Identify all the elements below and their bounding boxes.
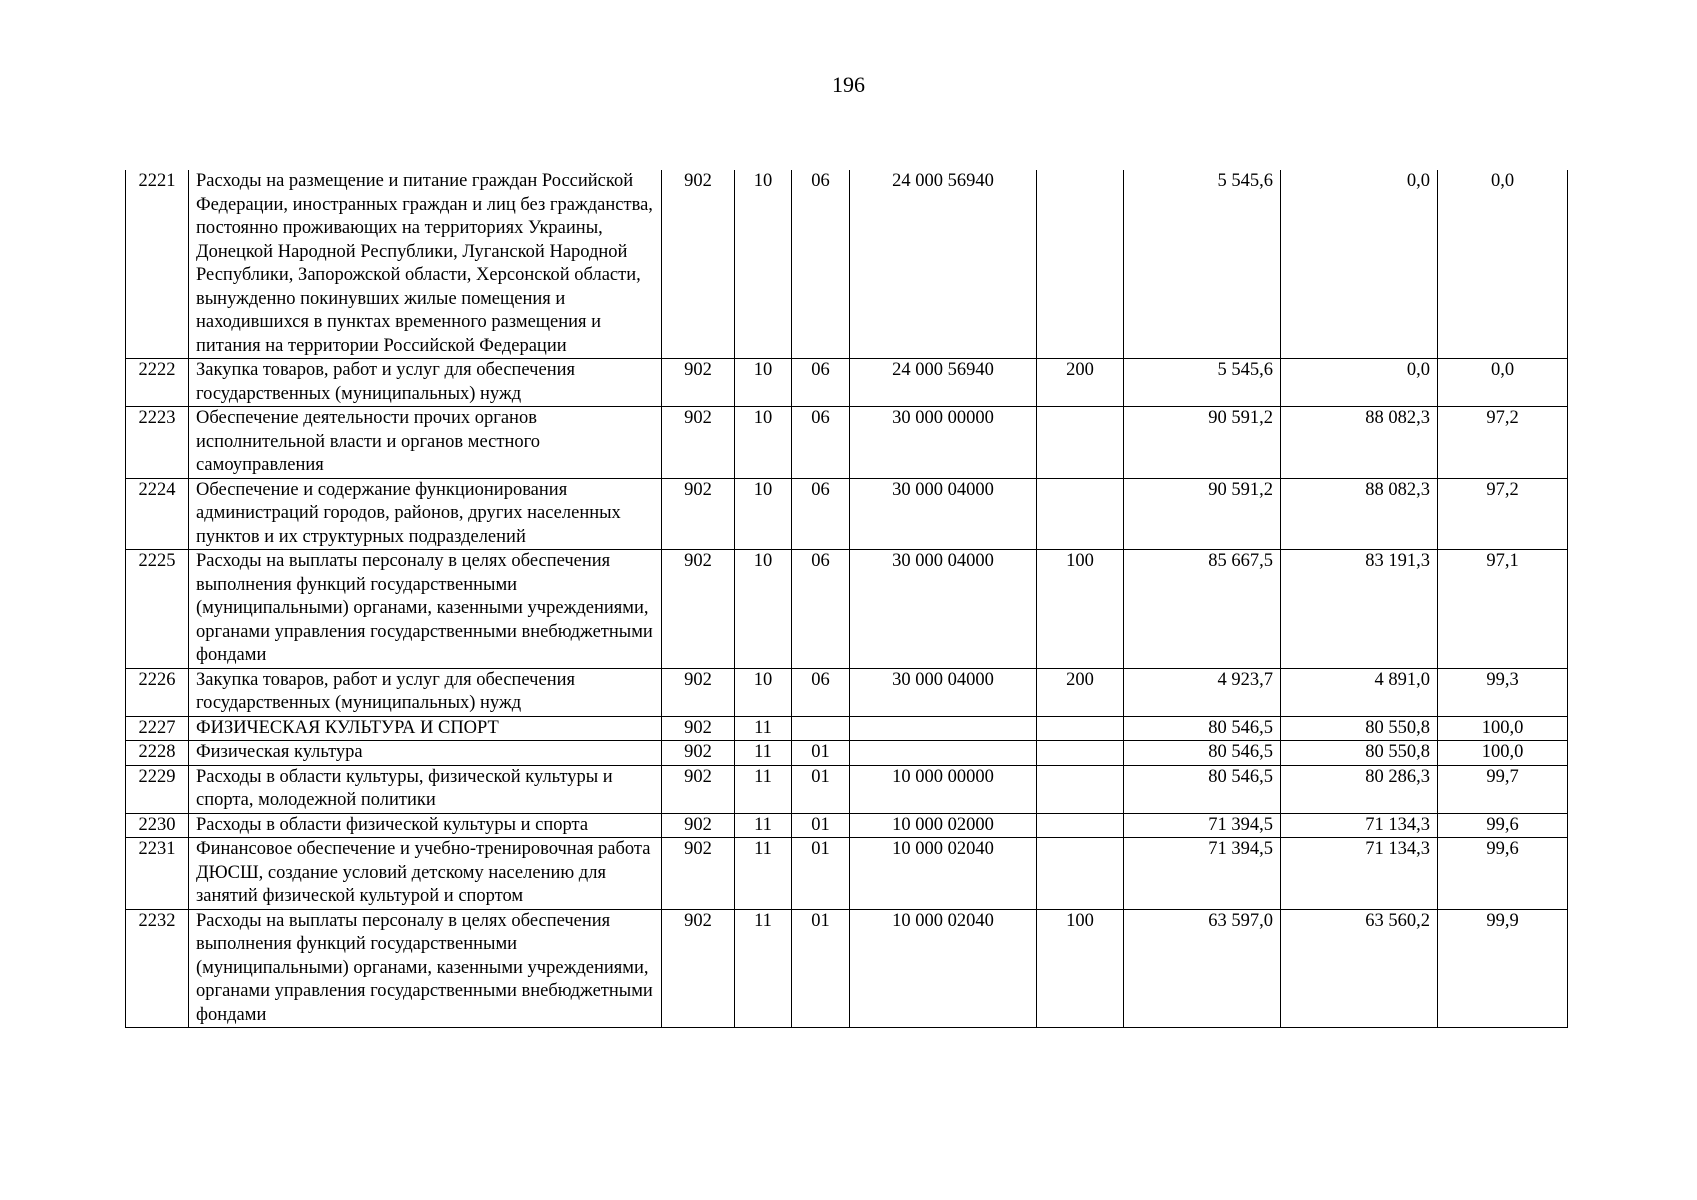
target-article-cell: 30 000 04000: [850, 550, 1037, 669]
table-row: [126, 550, 1568, 669]
subsection-code-cell: 01: [792, 838, 850, 910]
section-code-cell: 11: [735, 765, 792, 813]
table-row: [126, 909, 1568, 1028]
table-body: [126, 170, 1568, 1028]
table-row: [126, 838, 1568, 910]
expense-name-cell: Обеспечение и содержание функционирования администраций городов, районов, других населенных пунктов и их структурных подразделений: [189, 478, 662, 550]
expense-name-cell: Закупка товаров, работ и услуг для обеспечения государственных (муниципальных) нужд: [189, 668, 662, 716]
row-number-cell: 2223: [126, 407, 189, 479]
execution-percent-cell: 97,1: [1438, 550, 1568, 669]
subsection-code-cell: 06: [792, 668, 850, 716]
row-number-cell: 2227: [126, 716, 189, 741]
target-article-cell: 30 000 04000: [850, 668, 1037, 716]
planned-amount-cell: 63 597,0: [1124, 909, 1281, 1028]
row-number-cell: 2230: [126, 813, 189, 838]
subsection-code-cell: 06: [792, 407, 850, 479]
expense-type-cell: 200: [1037, 668, 1124, 716]
section-code-cell: 10: [735, 668, 792, 716]
row-number-cell: 2228: [126, 741, 189, 766]
row-number-cell: 2231: [126, 838, 189, 910]
execution-percent-cell: 99,9: [1438, 909, 1568, 1028]
expense-name-cell: Расходы в области культуры, физической культуры и спорта, молодежной политики: [189, 765, 662, 813]
subsection-code-cell: 01: [792, 741, 850, 766]
planned-amount-cell: 80 546,5: [1124, 765, 1281, 813]
planned-amount-cell: 4 923,7: [1124, 668, 1281, 716]
table-row: [126, 359, 1568, 407]
expense-type-cell: 100: [1037, 909, 1124, 1028]
execution-percent-cell: 99,7: [1438, 765, 1568, 813]
section-code-cell: 11: [735, 813, 792, 838]
expense-type-cell: 100: [1037, 550, 1124, 669]
executed-amount-cell: 83 191,3: [1281, 550, 1438, 669]
execution-percent-cell: 97,2: [1438, 478, 1568, 550]
table-row: [126, 813, 1568, 838]
planned-amount-cell: 90 591,2: [1124, 407, 1281, 479]
grbs-code-cell: 902: [662, 668, 735, 716]
target-article-cell: 30 000 00000: [850, 407, 1037, 479]
expense-name-cell: Расходы на выплаты персоналу в целях обеспечения выполнения функций государственными (муниципальными) органами, казенными учреждениями, органами управления государственными внебюджетными фондами: [189, 550, 662, 669]
execution-percent-cell: 97,2: [1438, 407, 1568, 479]
table-row: [126, 407, 1568, 479]
planned-amount-cell: 90 591,2: [1124, 478, 1281, 550]
expense-name-cell: Расходы в области физической культуры и спорта: [189, 813, 662, 838]
execution-percent-cell: 99,6: [1438, 813, 1568, 838]
target-article-cell: [850, 741, 1037, 766]
expense-type-cell: [1037, 478, 1124, 550]
executed-amount-cell: 0,0: [1281, 359, 1438, 407]
section-code-cell: 11: [735, 741, 792, 766]
executed-amount-cell: 71 134,3: [1281, 838, 1438, 910]
executed-amount-cell: 4 891,0: [1281, 668, 1438, 716]
row-number-cell: 2221: [126, 170, 189, 359]
section-code-cell: 11: [735, 838, 792, 910]
target-article-cell: 24 000 56940: [850, 170, 1037, 359]
executed-amount-cell: 88 082,3: [1281, 407, 1438, 479]
planned-amount-cell: 71 394,5: [1124, 838, 1281, 910]
target-article-cell: 30 000 04000: [850, 478, 1037, 550]
grbs-code-cell: 902: [662, 909, 735, 1028]
subsection-code-cell: 06: [792, 550, 850, 669]
planned-amount-cell: 5 545,6: [1124, 359, 1281, 407]
section-code-cell: 10: [735, 550, 792, 669]
grbs-code-cell: 902: [662, 359, 735, 407]
section-code-cell: 10: [735, 359, 792, 407]
expense-name-cell: Расходы на выплаты персоналу в целях обеспечения выполнения функций государственными (муниципальными) органами, казенными учреждениями, органами управления государственными внебюджетными фондами: [189, 909, 662, 1028]
target-article-cell: [850, 716, 1037, 741]
execution-percent-cell: 0,0: [1438, 170, 1568, 359]
grbs-code-cell: 902: [662, 838, 735, 910]
grbs-code-cell: 902: [662, 170, 735, 359]
section-code-cell: 10: [735, 170, 792, 359]
table-row: [126, 478, 1568, 550]
expense-name-cell: Расходы на размещение и питание граждан Российской Федерации, иностранных граждан и лиц без гражданства, постоянно проживающих на территориях Украины, Донецкой Народной Республики, Луганской Народной Республики, Запорожской области, Херсонской области, вынужденно покинувших жилые помещения и находившихся в пунктах временного размещения и питания на территории Российской Федерации: [189, 170, 662, 359]
planned-amount-cell: 5 545,6: [1124, 170, 1281, 359]
executed-amount-cell: 88 082,3: [1281, 478, 1438, 550]
table-row: [126, 765, 1568, 813]
expense-type-cell: [1037, 741, 1124, 766]
expense-name-cell: Обеспечение деятельности прочих органов исполнительной власти и органов местного самоуправления: [189, 407, 662, 479]
subsection-code-cell: [792, 716, 850, 741]
grbs-code-cell: 902: [662, 550, 735, 669]
executed-amount-cell: 63 560,2: [1281, 909, 1438, 1028]
grbs-code-cell: 902: [662, 765, 735, 813]
subsection-code-cell: 01: [792, 909, 850, 1028]
execution-percent-cell: 99,6: [1438, 838, 1568, 910]
executed-amount-cell: 0,0: [1281, 170, 1438, 359]
expense-type-cell: [1037, 407, 1124, 479]
expense-name-cell: Закупка товаров, работ и услуг для обеспечения государственных (муниципальных) нужд: [189, 359, 662, 407]
subsection-code-cell: 01: [792, 813, 850, 838]
table-row: [126, 668, 1568, 716]
subsection-code-cell: 01: [792, 765, 850, 813]
executed-amount-cell: 80 550,8: [1281, 741, 1438, 766]
row-number-cell: 2232: [126, 909, 189, 1028]
budget-table: [125, 170, 1568, 1028]
section-code-cell: 11: [735, 716, 792, 741]
expense-name-cell: Финансовое обеспечение и учебно-тренировочная работа ДЮСШ, создание условий детскому населению для занятий физической культурой и спортом: [189, 838, 662, 910]
execution-percent-cell: 0,0: [1438, 359, 1568, 407]
expense-type-cell: [1037, 765, 1124, 813]
table-row: [126, 741, 1568, 766]
planned-amount-cell: 80 546,5: [1124, 741, 1281, 766]
section-code-cell: 10: [735, 407, 792, 479]
expense-name-cell: ФИЗИЧЕСКАЯ КУЛЬТУРА И СПОРТ: [189, 716, 662, 741]
expense-type-cell: [1037, 838, 1124, 910]
executed-amount-cell: 71 134,3: [1281, 813, 1438, 838]
row-number-cell: 2222: [126, 359, 189, 407]
grbs-code-cell: 902: [662, 478, 735, 550]
execution-percent-cell: 100,0: [1438, 741, 1568, 766]
execution-percent-cell: 100,0: [1438, 716, 1568, 741]
section-code-cell: 10: [735, 478, 792, 550]
row-number-cell: 2226: [126, 668, 189, 716]
planned-amount-cell: 71 394,5: [1124, 813, 1281, 838]
execution-percent-cell: 99,3: [1438, 668, 1568, 716]
table-row: [126, 170, 1568, 359]
expense-type-cell: [1037, 813, 1124, 838]
planned-amount-cell: 85 667,5: [1124, 550, 1281, 669]
target-article-cell: 24 000 56940: [850, 359, 1037, 407]
section-code-cell: 11: [735, 909, 792, 1028]
planned-amount-cell: 80 546,5: [1124, 716, 1281, 741]
row-number-cell: 2229: [126, 765, 189, 813]
target-article-cell: 10 000 02000: [850, 813, 1037, 838]
expense-type-cell: [1037, 170, 1124, 359]
subsection-code-cell: 06: [792, 170, 850, 359]
table-row: [126, 716, 1568, 741]
expense-type-cell: [1037, 716, 1124, 741]
row-number-cell: 2224: [126, 478, 189, 550]
executed-amount-cell: 80 286,3: [1281, 765, 1438, 813]
grbs-code-cell: 902: [662, 407, 735, 479]
page-number: 196: [832, 72, 865, 97]
grbs-code-cell: 902: [662, 716, 735, 741]
expense-type-cell: 200: [1037, 359, 1124, 407]
grbs-code-cell: 902: [662, 813, 735, 838]
expense-name-cell: Физическая культура: [189, 741, 662, 766]
target-article-cell: 10 000 02040: [850, 909, 1037, 1028]
executed-amount-cell: 80 550,8: [1281, 716, 1438, 741]
target-article-cell: 10 000 02040: [850, 838, 1037, 910]
subsection-code-cell: 06: [792, 478, 850, 550]
subsection-code-cell: 06: [792, 359, 850, 407]
target-article-cell: 10 000 00000: [850, 765, 1037, 813]
row-number-cell: 2225: [126, 550, 189, 669]
grbs-code-cell: 902: [662, 741, 735, 766]
